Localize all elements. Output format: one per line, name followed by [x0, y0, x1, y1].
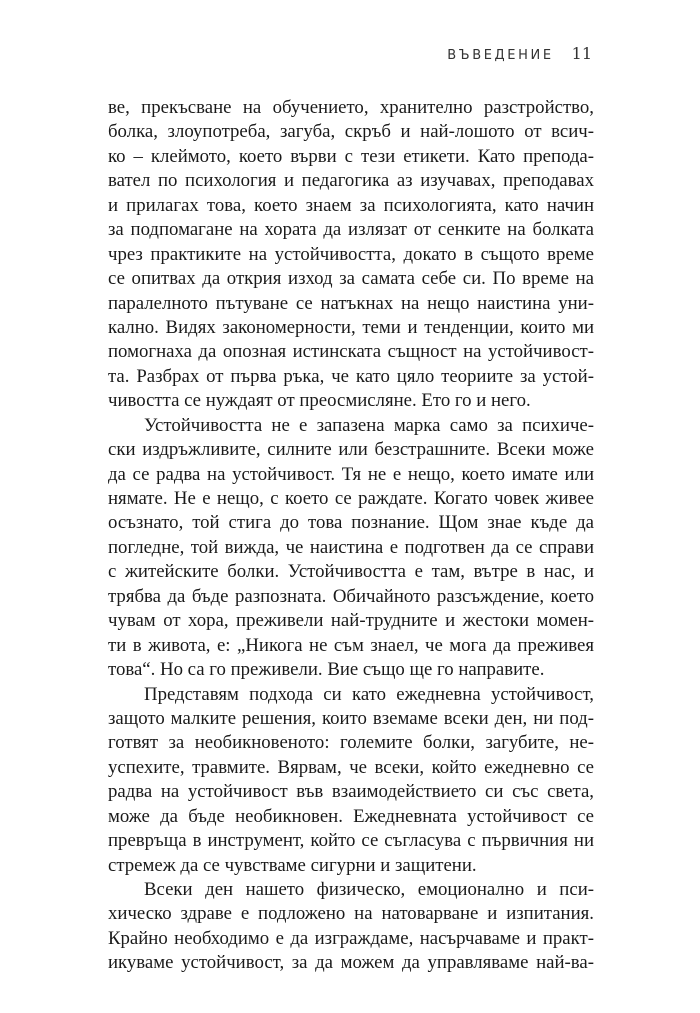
text-line: осъзнато, той стига до това познание. Щом знае къде да: [108, 512, 594, 534]
text-line: радва на устойчивост във взаимодействието си със света,: [108, 781, 594, 803]
text-line: Крайно необходимо е да изграждаме, насърчаваме и практ-: [108, 927, 594, 949]
text-line: и прилагах това, което знаем за психологията, като начин: [108, 194, 594, 216]
text-line: това“. Но са го преживели. Вие също ще го направите.: [108, 659, 545, 681]
text-line: чрез практиките на устойчивостта, докато в същото време: [108, 243, 594, 265]
text-line: хическо здраве е подложено на натоварване и изпитания.: [108, 903, 594, 925]
text-line: ве, прекъсване на обучението, хранително разстройство,: [108, 97, 594, 118]
running-header: [447, 44, 592, 63]
text-line: вател по психология и педагогика аз изучавах, преподавах: [108, 170, 594, 192]
text-line: Устойчивостта не е запазена марка само за психиче-: [144, 414, 594, 436]
text-line: Представям подхода си като ежедневна устойчивост,: [144, 683, 594, 705]
text-line: паралелното пътуване се натъкнах на нещо наистина уни-: [108, 292, 594, 314]
text-line: кално. Видях закономерности, теми и тенденции, които ми: [108, 316, 594, 338]
text-line: готвят за необикновеното: големите болки, загубите, не-: [108, 732, 594, 754]
text-line: се опитвах да открия изход за самата себе си. По време на: [108, 268, 594, 290]
text-line: за подпомагане на хората да излязат от сенките на болката: [108, 219, 594, 241]
text-line: болка, злоупотреба, загуба, скръб и най-лошото от всич-: [108, 121, 594, 143]
text-line: чивостта се нуждаят от преосмисляне. Ето го и него.: [108, 390, 531, 412]
text-line: нямате. Не е нещо, с което се раждате. Когато човек живее: [108, 488, 594, 509]
text-line: успехите, травмите. Вярвам, че всеки, който ежедневно се: [108, 756, 594, 778]
text-line: ко – клеймото, което върви с тези етикети. Като препода-: [108, 145, 594, 167]
text-line: с житейските болки. Устойчивостта е там, вътре в нас, и: [108, 561, 594, 583]
text-line: ски издръжливите, силните или безстрашните. Всеки може: [108, 439, 594, 461]
page-number: 11: [571, 44, 592, 63]
text-line: чувам от хора, преживели най-трудните и жестоки момен-: [108, 610, 594, 632]
text-line: трябва да бъде разпозната. Обичайното разсъждение, което: [108, 585, 594, 607]
text-line: ти в живота, е: „Никога не съм знаел, че мога да преживея: [108, 634, 594, 656]
text-line: превръща в инструмент, който се съгласува с първичния ни: [108, 830, 594, 852]
chapter-title: ВЪВЕДЕНИЕ: [447, 48, 554, 63]
text-line: икуваме устойчивост, за да можем да управляваме най-ва-: [108, 952, 594, 974]
text-line: да се радва на устойчивост. Тя не е нещо, което имате или: [108, 463, 594, 485]
text-line: погледне, той вижда, че наистина е подготвен да се справи: [108, 536, 594, 558]
body-text: [108, 96, 594, 976]
text-line: помогнаха да опозная истинската същност на устойчивост-: [108, 341, 594, 363]
text-line: може да бъде необикновен. Ежедневната устойчивост се: [108, 805, 594, 827]
text-line: защото малките решения, които вземаме всеки ден, ни под-: [108, 707, 594, 729]
text-line: Всеки ден нашето физическо, емоционално и пси-: [144, 879, 594, 900]
text-line: стремеж да се чувстваме сигурни и защитени.: [108, 854, 477, 876]
text-line: та. Разбрах от първа ръка, че като цяло теориите за устой-: [108, 365, 594, 387]
